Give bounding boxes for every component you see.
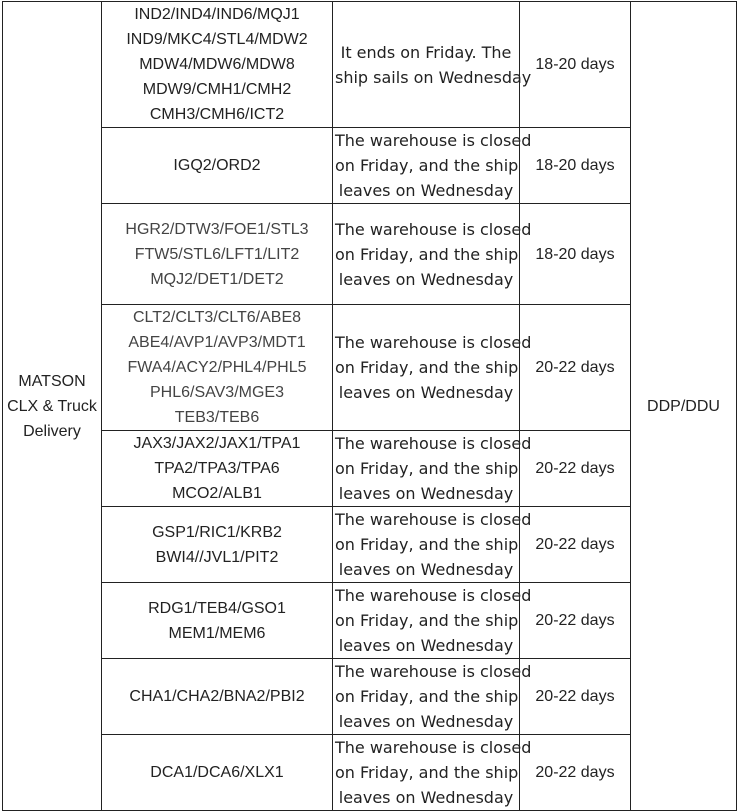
warehouse-code-line: MDW9/CMH1/CMH2 (142, 81, 292, 98)
schedule-note-cell (333, 431, 532, 507)
schedule-note-line: The warehouse is closed (335, 434, 532, 453)
table-row (3, 431, 737, 507)
schedule-note-cell (333, 583, 532, 659)
schedule-note-cell (333, 2, 532, 128)
warehouse-code-line: JAX3/JAX2/JAX1/TPA1 (133, 435, 301, 452)
table-row (3, 659, 737, 735)
warehouse-code-line: MCO2/ALB1 (172, 485, 262, 502)
schedule-note-line: on Friday, and the ship (335, 687, 519, 706)
warehouse-code-line: BWI4//JVL1/PIT2 (155, 548, 279, 566)
schedule-note-line: on Friday, and the ship (335, 535, 519, 554)
schedule-note-line: leaves on Wednesday (338, 181, 514, 200)
warehouse-code-line: PHL6/SAV3/MGE3 (150, 384, 284, 401)
schedule-note-cell (333, 128, 532, 204)
schedule-note-line: on Friday, and the ship (335, 156, 519, 175)
warehouse-codes-cell (102, 2, 333, 128)
warehouse-code-line: CMH3/CMH6/ICT2 (149, 106, 285, 123)
warehouse-code-line: ABE4/AVP1/AVP3/MDT1 (128, 334, 306, 351)
transit-days-cell: 20-22 days (520, 735, 631, 811)
warehouse-codes-cell (102, 305, 333, 431)
schedule-note-line: leaves on Wednesday (338, 484, 514, 503)
schedule-note-line: leaves on Wednesday (338, 788, 514, 807)
warehouse-code-line: DCA1/DCA6/XLX1 (150, 764, 284, 781)
service-line: Delivery (23, 422, 81, 440)
schedule-note-cell (333, 305, 532, 431)
table-row (3, 128, 737, 204)
schedule-note-line: on Friday, and the ship (335, 358, 519, 377)
warehouse-code-line: IND9/MKC4/STL4/MDW2 (126, 31, 308, 48)
transit-days-cell: 20-22 days (520, 583, 631, 659)
warehouse-code-line: FWA4/ACY2/PHL4/PHL5 (127, 359, 307, 376)
schedule-note-line: The warehouse is closed (335, 219, 532, 239)
warehouse-code-line: CHA1/CHA2/BNA2/PBI2 (129, 688, 305, 705)
table-row (3, 204, 737, 305)
warehouse-code-line: RDG1/TEB4/GSO1 (148, 599, 286, 617)
warehouse-code-line: FTW5/STL6/LFT1/LIT2 (134, 245, 300, 263)
warehouse-codes-cell (102, 128, 333, 204)
schedule-note-line: leaves on Wednesday (338, 636, 514, 655)
schedule-note-line: leaves on Wednesday (338, 560, 514, 579)
warehouse-codes-cell (102, 204, 333, 305)
warehouse-codes-cell (102, 431, 333, 507)
transit-days-cell: 20-22 days (520, 431, 631, 507)
warehouse-code-line: TPA2/TPA3/TPA6 (154, 460, 280, 477)
schedule-note-line: leaves on Wednesday (338, 269, 514, 289)
schedule-note-cell (333, 507, 532, 583)
schedule-note-line: It ends on Friday. The (340, 42, 512, 62)
schedule-note-line: on Friday, and the ship (335, 611, 519, 630)
table-row (3, 507, 737, 583)
warehouse-codes-cell (102, 659, 333, 735)
schedule-note-cell (333, 659, 532, 735)
schedule-note-cell (333, 204, 532, 305)
service-line: MATSON (18, 372, 86, 390)
transit-days-cell: 18-20 days (520, 204, 631, 305)
warehouse-code-line: MQJ2/DET1/DET2 (150, 270, 284, 288)
warehouse-code-line: IGQ2/ORD2 (173, 157, 261, 174)
schedule-note-cell (333, 735, 532, 811)
warehouse-codes-cell (102, 735, 333, 811)
transit-days-cell: 20-22 days (520, 305, 631, 431)
warehouse-codes-cell (102, 507, 333, 583)
table-row (3, 305, 737, 431)
schedule-note-line: on Friday, and the ship (335, 244, 519, 264)
warehouse-code-line: TEB3/TEB6 (174, 409, 260, 426)
table-row (3, 2, 737, 128)
transit-days-cell: 18-20 days (520, 128, 631, 204)
table-row (3, 735, 737, 811)
warehouse-codes-cell (102, 583, 333, 659)
table-row (3, 583, 737, 659)
schedule-note-line: on Friday, and the ship (335, 459, 519, 478)
shipping-table (2, 1, 737, 811)
schedule-note-line: leaves on Wednesday (338, 712, 514, 731)
warehouse-code-line: GSP1/RIC1/KRB2 (152, 523, 282, 541)
schedule-note-line: leaves on Wednesday (338, 383, 514, 402)
terms-cell: DDP/DDU (631, 2, 737, 811)
schedule-note-line: The warehouse is closed (335, 662, 532, 681)
service-cell (3, 2, 102, 811)
transit-days-cell: 20-22 days (520, 507, 631, 583)
schedule-note-line: The warehouse is closed (335, 738, 532, 757)
warehouse-code-line: MEM1/MEM6 (168, 624, 266, 642)
transit-days-cell: 18-20 days (520, 2, 631, 128)
schedule-note-line: The warehouse is closed (335, 586, 532, 605)
schedule-note-line: on Friday, and the ship (335, 763, 519, 782)
warehouse-code-line: MDW4/MDW6/MDW8 (139, 56, 295, 73)
warehouse-code-line: IND2/IND4/IND6/MQJ1 (134, 6, 300, 23)
warehouse-code-line: CLT2/CLT3/CLT6/ABE8 (132, 309, 302, 326)
warehouse-code-line: HGR2/DTW3/FOE1/STL3 (125, 220, 309, 238)
transit-days-cell: 20-22 days (520, 659, 631, 735)
schedule-note-line: The warehouse is closed (335, 333, 532, 352)
service-line: CLX & Truck (7, 397, 97, 415)
schedule-note-line: ship sails on Wednesday (335, 67, 532, 87)
schedule-note-line: The warehouse is closed (335, 510, 532, 529)
schedule-note-line: The warehouse is closed (335, 131, 532, 150)
